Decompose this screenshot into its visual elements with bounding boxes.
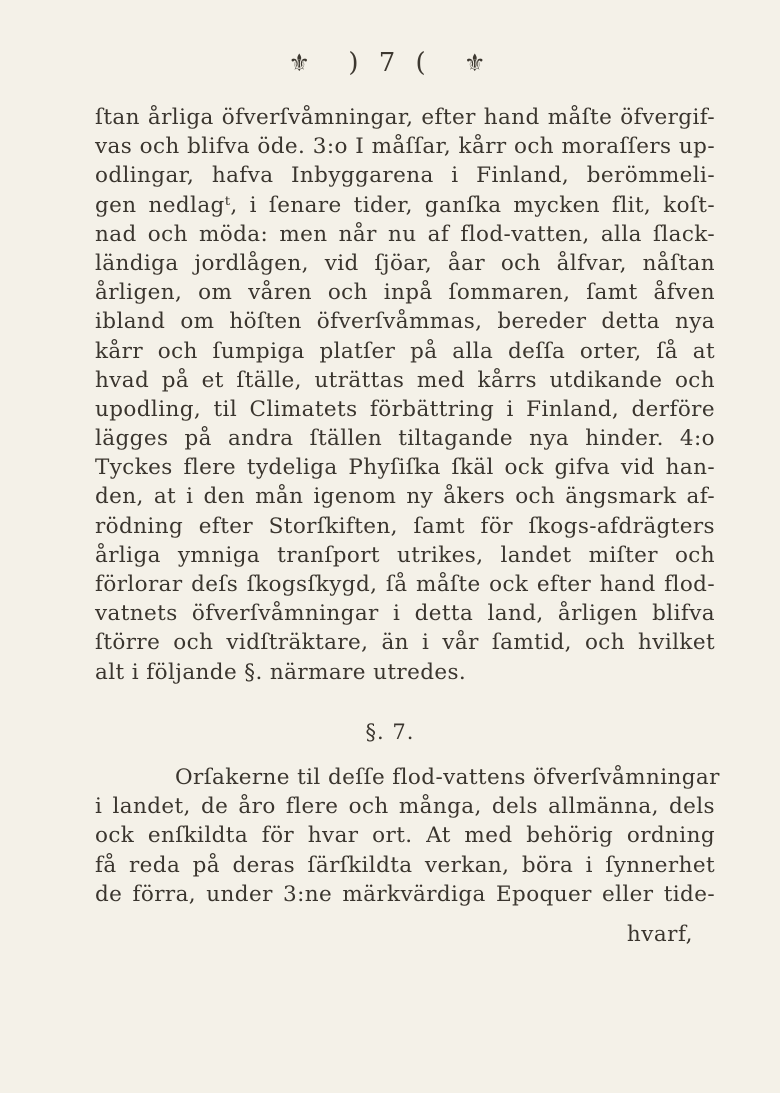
text-line: kårr och ſumpiga platſer på alla deſſa orter, ſå at <box>95 338 715 364</box>
text-line <box>95 763 720 792</box>
text-line: få reda på deras ſärſkildta verkan, böra i ſynnerhet <box>95 852 715 878</box>
text-line: gen nedlagᵗ, i ſenare tider, ganſka mycken flit, koſt- <box>95 192 715 218</box>
text-line: hvad på et ſtälle, uträttas med kårrs utdikande och <box>95 367 715 393</box>
text-line: ländiga jordlågen, vid ſjöar, åar och ålfvar, nåſtan <box>95 250 715 276</box>
text-line: Tyckes flere tydeliga Phyſiſka ſkäl ock gifva vid han- <box>95 455 715 481</box>
text-line: vatnets öfverſvåmningar i detta land, årligen blifva <box>95 601 715 627</box>
text-line-content: Orſakerne til deſſe flod-vattens öfverſvåmningar <box>175 765 720 790</box>
text-line: lägges på andra ſtällen tiltagande nya hinder. 4:o <box>95 426 715 452</box>
section-heading: §. 7. <box>365 720 415 744</box>
text-line: rödning efter Storſkiften, ſamt för ſkogs-afdrägters <box>95 513 715 539</box>
text-line: årligen, om våren och inpå ſommaren, ſamt åfven <box>95 280 715 306</box>
text-line: ibland om höſten öfverſvåmmas, bereder detta nya <box>95 309 715 335</box>
text-line: alt i följande §. närmare utredes. <box>95 659 467 685</box>
catchword: hvarf, <box>626 922 693 947</box>
text-line: ock enſkildta för hvar ort. At med behörig ordning <box>95 823 715 849</box>
fleur-de-lis-left-ornament: ⚜ <box>288 49 317 77</box>
text-line: ſtörre och vidſträktare, än i vår ſamtid, och hvilket <box>95 630 715 656</box>
indent-spacer <box>95 765 175 790</box>
text-line: odlingar, hafva Inbyggarena i Finland, berömmeli- <box>95 163 715 189</box>
text-line: nad och möda: men når nu af flod-vatten, alla ſlack- <box>95 221 715 247</box>
text-line: den, at i den mån igenom ny åkers och ängsmark af- <box>95 484 715 510</box>
text-line: ſtan årliga öfverſvåmningar, efter hand måſte öfvergif- <box>95 105 715 130</box>
text-line: i landet, de åro flere och många, dels allmänna, dels <box>95 794 715 820</box>
text-line: årliga ymniga tranſport utrikes, landet miſter och <box>95 542 715 568</box>
text-line: vas och blifva öde. 3:o I måſſar, kårr och moraſſers up- <box>95 134 715 160</box>
text-line: de förra, under 3:ne märkvärdiga Epoquer eller tide- <box>95 881 715 907</box>
page-number: ) 7 ( <box>348 48 432 78</box>
text-line: förlorar deſs ſkogsſkygd, ſå måſte ock efter hand flod- <box>95 572 715 597</box>
text-line: upodling, til Climatets förbättring i Finland, derföre <box>95 396 715 422</box>
page-header <box>0 48 780 78</box>
fleur-de-lis-right-ornament: ⚜ <box>463 49 492 77</box>
paragraph-continuation <box>95 103 715 687</box>
paragraph-section-7 <box>95 763 720 909</box>
